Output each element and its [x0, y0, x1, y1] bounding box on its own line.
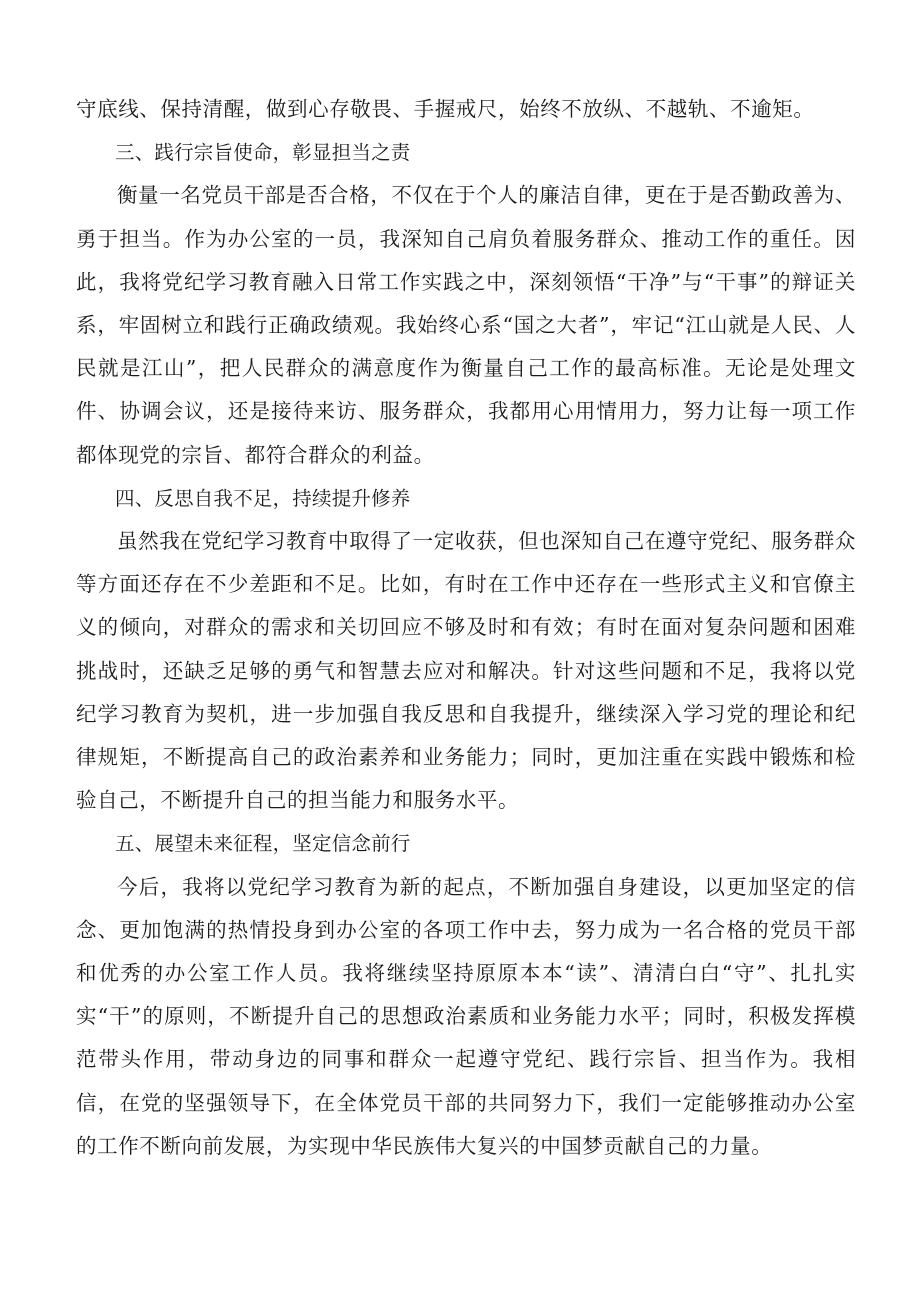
section-body-3: 衡量一名党员干部是否合格，不仅在于个人的廉洁自律，更在于是否勤政善为、勇于担当。作为办公室的一员，我深知自己肩负着服务群众、推动工作的重任。因此，我将党纪学习教育融入日常工作实践之中，深刻领悟“干净”与“干事”的辩证关系，牢固树立和践行正确政绩观。我始终心系“国之大者”，牢记“江山就是人民、人民就是江山”，把人民群众的满意度作为衡量自己工作的最高标准。无论是处理文件、协调会议，还是接待来访、服务群众，我都用心用情用力，努力让每一项工作都体现党的宗旨、都符合群众的利益。 [76, 183, 856, 467]
section-heading-5: 五、展望未来征程，坚定信念前行 [115, 832, 411, 856]
section-body-4: 虽然我在党纪学习教育中取得了一定收获，但也深知自己在遵守党纪、服务群众等方面还存在不少差距和不足。比如，有时在工作中还存在一些形式主义和官僚主义的倾向，对群众的需求和关切回应不够及时和有效；有时在面对复杂问题和困难挑战时，还缺乏足够的勇气和智慧去应对和解决。针对这些问题和不足，我将以党纪学习教育为契机，进一步加强自我反思和自我提升，继续深入学习党的理论和纪律规矩，不断提高自己的政治素养和业务能力；同时，更加注重在实践中锻炼和检验自己，不断提升自己的担当能力和服务水平。 [76, 529, 856, 813]
section-heading-3: 三、践行宗旨使命，彰显担当之责 [115, 141, 411, 165]
section-heading-4: 四、反思自我不足，持续提升修养 [115, 486, 411, 510]
section-body-5: 今后，我将以党纪学习教育为新的起点，不断加强自身建设，以更加坚定的信念、更加饱满的热情投身到办公室的各项工作中去，努力成为一名合格的党员干部和优秀的办公室工作人员。我将继续坚持原原本本“读”、清清白白“守”、扎扎实实“干”的原则，不断提升自己的思想政治素质和业务能力水平；同时，积极发挥模范带头作用，带动身边的同事和群众一起遵守党纪、践行宗旨、担当作为。我相信，在党的坚强领导下，在全体党员干部的共同努力下，我们一定能够推动办公室的工作不断向前发展，为实现中华民族伟大复兴的中国梦贡献自己的力量。 [76, 874, 856, 1158]
intro-fragment: 守底线、保持清醒，做到心存敬畏、手握戒尺，始终不放纵、不越轨、不逾矩。 [76, 97, 815, 121]
document-body [76, 88, 856, 1168]
